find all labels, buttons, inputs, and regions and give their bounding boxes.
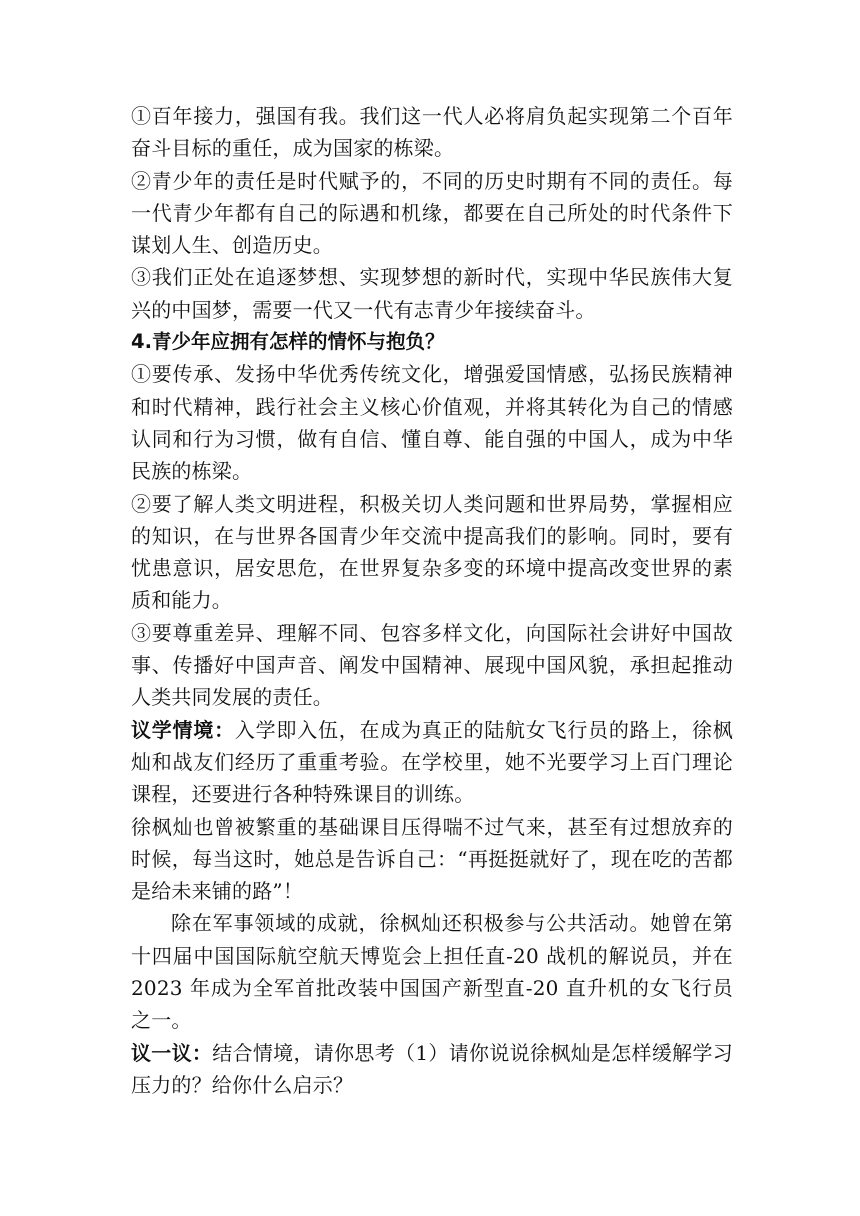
document-page [131,100,733,1101]
scenario-text-1: 入学即入伍，在成为真正的陆航女飞行员的路上，徐枫灿和战友们经历了重重考验。在学校里，她不光要学习上百门理论课程，还要进行各种特殊课目的训练。 [131,717,733,807]
section4-item-2: ②要了解人类文明进程，积极关切人类问题和世界局势，掌握相应的知识，在与世界各国青少年交流中提高我们的影响。同时，要有忧患意识，居安思危，在世界复杂多变的环境中提高改变世界的素质和能力。 [131,491,733,613]
discussion-text: 结合情境，请你思考（1）请你说说徐枫灿是怎样缓解学习压力的？给你什么启示？ [131,1040,733,1097]
scenario-paragraph-1 [131,714,733,811]
section4-item-3: ③要尊重差异、理解不同、包容多样文化，向国际社会讲好中国故事、传播好中国声音、阐发中国精神、展现中国风貌，承担起推动人类共同发展的责任。 [131,620,733,710]
section4-heading: 4.青少年应拥有怎样的情怀与抱负？ [131,330,445,354]
section3-item-1: ①百年接力，强国有我。我们这一代人必将肩负起实现第二个百年奋斗目标的重任，成为国家的栋梁。 [131,104,733,161]
discussion-paragraph [131,1037,733,1102]
scenario-label: 议学情境： [131,717,235,742]
section3-item-2: ②青少年的责任是时代赋予的，不同的历史时期有不同的责任。每一代青少年都有自己的际遇和机缘，都要在自己所处的时代条件下谋划人生、创造历史。 [131,168,733,258]
scenario-paragraph-2: 徐枫灿也曾被繁重的基础课目压得喘不过气来，甚至有过想放弃的时候，每当这时，她总是告诉自己：“再挺挺就好了，现在吃的苦都是给未来铺的路”！ [131,814,733,904]
section4-item-1: ①要传承、发扬中华优秀传统文化，增强爱国情感，弘扬民族精神和时代精神，践行社会主义核心价值观，并将其转化为自己的情感认同和行为习惯，做有自信、懂自尊、能自强的中国人，成为中华民族的栋梁。 [131,362,733,484]
scenario-paragraph-3: 除在军事领域的成就，徐枫灿还积极参与公共活动。她曾在第十四届中国国际航空航天博览会上担任直-20 战机的解说员，并在 2023 年成为全军首批改装中国国产新型直-20 直升机的女飞行员之一。 [131,911,733,1033]
section3-item-3: ③我们正处在追逐梦想、实现梦想的新时代，实现中华民族伟大复兴的中国梦，需要一代又一代有志青少年接续奋斗。 [131,265,733,322]
discussion-label: 议一议： [131,1040,213,1065]
